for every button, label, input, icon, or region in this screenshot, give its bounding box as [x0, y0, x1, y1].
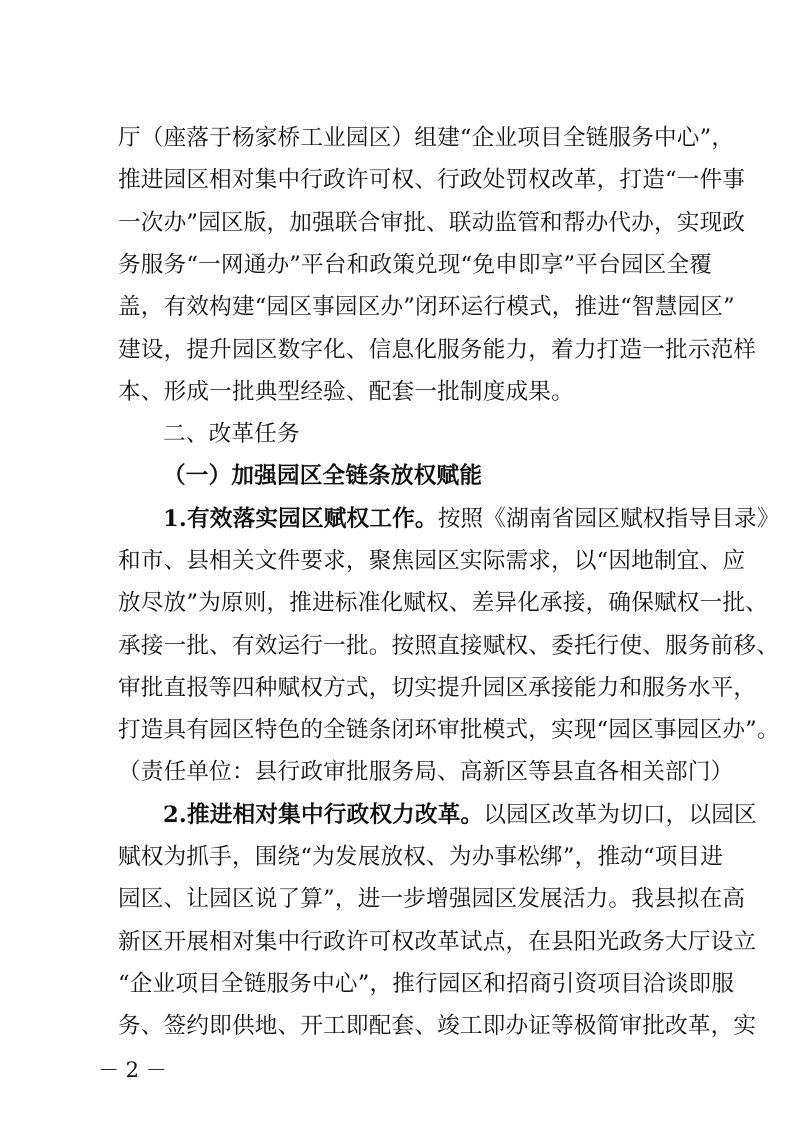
paragraph-line: 一次办”园区版，加强联合审批、联动监管和帮办代办，实现政: [118, 210, 746, 236]
paragraph-line: 务、签约即供地、开工即配套、竣工即办证等极简审批改革，实: [118, 1013, 757, 1039]
paragraph-line: 盖，有效构建“园区事园区办”闭环运行模式，推进“智慧园区”: [118, 294, 735, 320]
paragraph-line: 厅（座落于杨家桥工业园区）组建“企业项目全链服务中心”，: [118, 125, 735, 151]
paragraph-line: 本、形成一批典型经验、配套一批制度成果。: [118, 379, 574, 405]
item-2-first-line: [163, 801, 757, 829]
paragraph-line: 新区开展相对集中行政许可权改革试点，在县阳光政务大厅设立: [118, 929, 757, 955]
paragraph-line: “企业项目全链服务中心”，推行园区和招商引资项目洽谈即服: [118, 971, 735, 997]
item-2-title: 2.推进相对集中行政权力改革。: [163, 802, 484, 828]
paragraph-line: 和市、县相关文件要求，聚焦园区实际需求，以“因地制宜、应: [118, 548, 746, 574]
paragraph-line: 放尽放”为原则，推进标准化赋权、差异化承接，确保赋权一批、: [118, 590, 768, 616]
subsection-heading: （一）加强园区全链条放权赋能: [163, 463, 483, 489]
paragraph-line: 赋权为抓手，围绕“为发展放权、为办事松绑”，推动“项目进: [118, 844, 724, 870]
item-1-first-line-text: 按照《湖南省园区赋权指导目录》: [437, 506, 780, 532]
section-heading: 二、改革任务: [163, 421, 300, 447]
page-number: － 2 －: [98, 1058, 167, 1082]
item-1-title: 1.有效落实园区赋权工作。: [163, 506, 438, 532]
paragraph-line: 打造具有园区特色的全链条闭环审批模式，实现“园区事园区办”。: [118, 717, 780, 743]
paragraph-line: 务服务“一网通办”平台和政策兑现“免申即享”平台园区全覆: [118, 252, 713, 278]
item-2-first-line-text: 以园区改革为切口，以园区: [483, 802, 757, 828]
responsible-units: （责任单位：县行政审批服务局、高新区等县直各相关部门）: [118, 759, 734, 785]
item-1-first-line: [163, 505, 780, 533]
paragraph-line: 审批直报等四种赋权方式，切实提升园区承接能力和服务水平，: [118, 675, 757, 701]
paragraph-line: 推进园区相对集中行政许可权、行政处罚权改革，打造“一件事: [118, 167, 746, 193]
paragraph-line: 建设，提升园区数字化、信息化服务能力，着力打造一批示范样: [118, 337, 757, 363]
paragraph-line: 园区、让园区说了算”，进一步增强园区发展活力。我县拟在高: [118, 886, 746, 912]
paragraph-line: 承接一批、有效运行一批。按照直接赋权、委托行使、服务前移、: [118, 633, 780, 659]
